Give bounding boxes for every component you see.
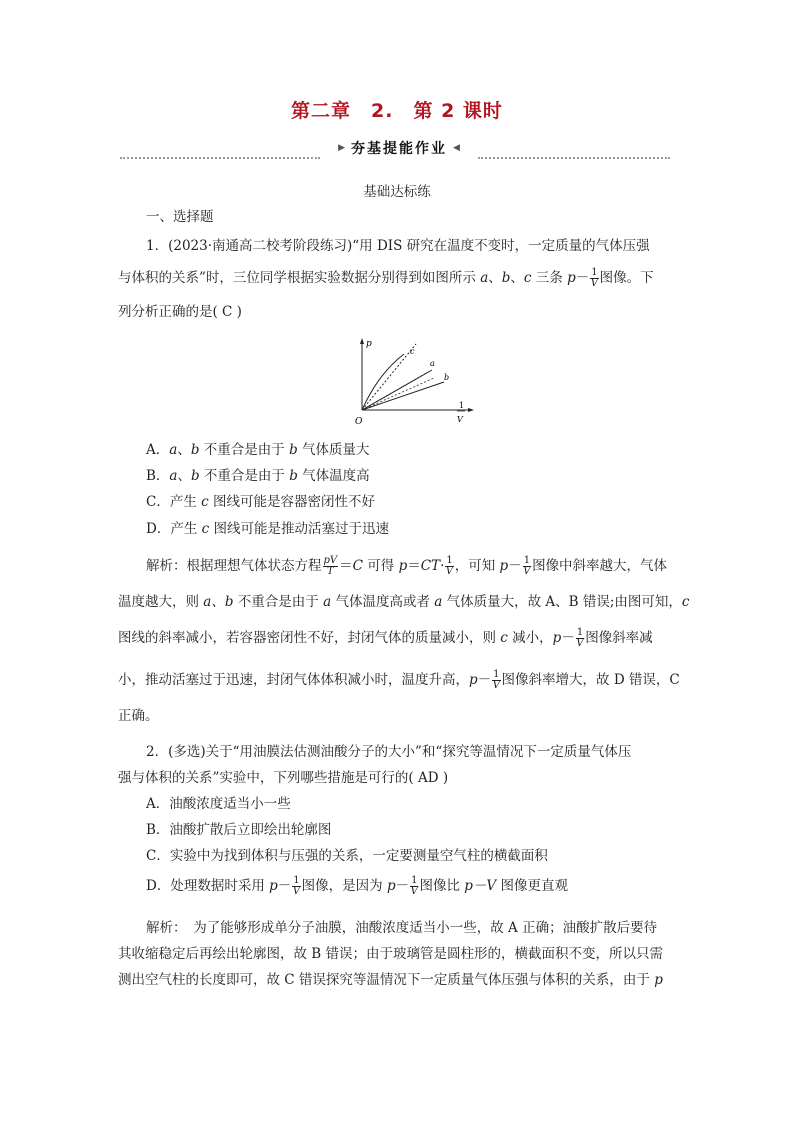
q2-line1: 2．(多选)关于“用油膜法估测油酸分子的大小”和“探究等温情况下一定质量气体压 [146, 744, 632, 760]
q1-line2: 与体积的关系”时，三位同学根据实验数据分别得到如图所示 a、b、c 三条 p－ $\frac{1}{V}$ 图像。下 [118, 267, 654, 289]
divider-left [120, 157, 320, 159]
arrow-right-icon: ▶ [338, 143, 345, 153]
axis-label-one: 1 [459, 401, 465, 410]
origin-label: O [355, 417, 363, 427]
page-title: 第二章 2. 第 2 课时 [291, 100, 503, 122]
q1-option-b[interactable]: B．a、b 不重合是由于 b 气体温度高 [146, 468, 370, 484]
part-heading: 一、选择题 [146, 209, 214, 225]
q2-analysis-line3: 测出空气柱的长度即可，故 C 错误探究等温情况下一定质量气体压强与体积的关系，由于 p [118, 972, 663, 988]
q2-line2: 强与体积的关系”实验中，下列哪些措施是可行的( AD ) [118, 770, 449, 786]
axis-label-p: p [366, 339, 372, 349]
divider-right [478, 157, 670, 159]
curve-label-c: c [410, 347, 415, 356]
q1-analysis-line1: 解析：根据理想气体状态方程 $\frac{pV}{T}$ ＝C 可得 p＝CT· $\frac{1}{V}$ ，可知 p－ $\frac{1}{V}$ 图像中斜率越大，气体 [146, 555, 668, 577]
q2-analysis-line2: 其收缩稳定后再绘出轮廓图，故 B 错误；由于玻璃管是圆柱形的，横截面积不变，所以只需 [118, 946, 664, 962]
q1-option-d[interactable]: D．产生 c 图线可能是推动活塞过于迅速 [146, 521, 389, 537]
q1-analysis-line3: 图线的斜率减小，若容器密闭性不好，封闭气体的质量减小，则 c 减小，p－ $\frac{1}{V}$ 图像斜率减 [118, 627, 653, 649]
axis-label-v: V [457, 415, 463, 424]
fraction-1-over-v: $\frac{1}{V}$ [590, 267, 599, 289]
line-label-a: a [430, 359, 435, 368]
q1-analysis-line2: 温度越大，则 a、b 不重合是由于 a 气体温度高或者 a 气体质量大，故 A、B 错误;由图可知，c [118, 594, 690, 610]
q1-option-a[interactable]: A．a、b 不重合是由于 b 气体质量大 [146, 442, 370, 458]
q1-analysis-line4: 小，推动活塞过于迅速，封闭气体体积减小时，温度升高，p－ $\frac{1}{V}$ 图像斜率增大，故 D 错误，C [118, 669, 680, 691]
q2-option-d[interactable]: D．处理数据时采用 p－ $\frac{1}{V}$ 图像，是因为 p－ $\frac{1}{V}$ 图像比 p－V 图像更直观 [146, 875, 568, 897]
p-inverse-v-graph [350, 336, 480, 428]
section-banner [320, 138, 478, 158]
q1-line1: 1．(2023·南通高二校考阶段练习)“用 DIS 研究在温度不变时，一定质量的气体压强 [146, 238, 650, 254]
line-label-b: b [444, 373, 450, 382]
q1-analysis-line5: 正确。 [118, 708, 159, 724]
q1-line3: 列分析正确的是( C ) [118, 304, 242, 320]
q1-option-c[interactable]: C．产生 c 图线可能是容器密闭性不好 [146, 494, 375, 510]
banner-label: 夯基提能作业 [351, 141, 447, 157]
q2-analysis-line1: 解析： 为了能够形成单分子油膜，油酸浓度适当小一些，故 A 正确；油酸扩散后要待 [146, 920, 658, 936]
q2-option-c[interactable]: C．实验中为找到体积与压强的关系，一定要测量空气柱的横截面积 [146, 848, 548, 864]
arrow-left-icon: ◀ [453, 143, 460, 153]
q2-option-a[interactable]: A．油酸浓度适当小一些 [146, 796, 291, 812]
q2-option-b[interactable]: B．油酸扩散后立即绘出轮廓图 [146, 822, 332, 838]
section-title: 基础达标练 [363, 184, 431, 200]
